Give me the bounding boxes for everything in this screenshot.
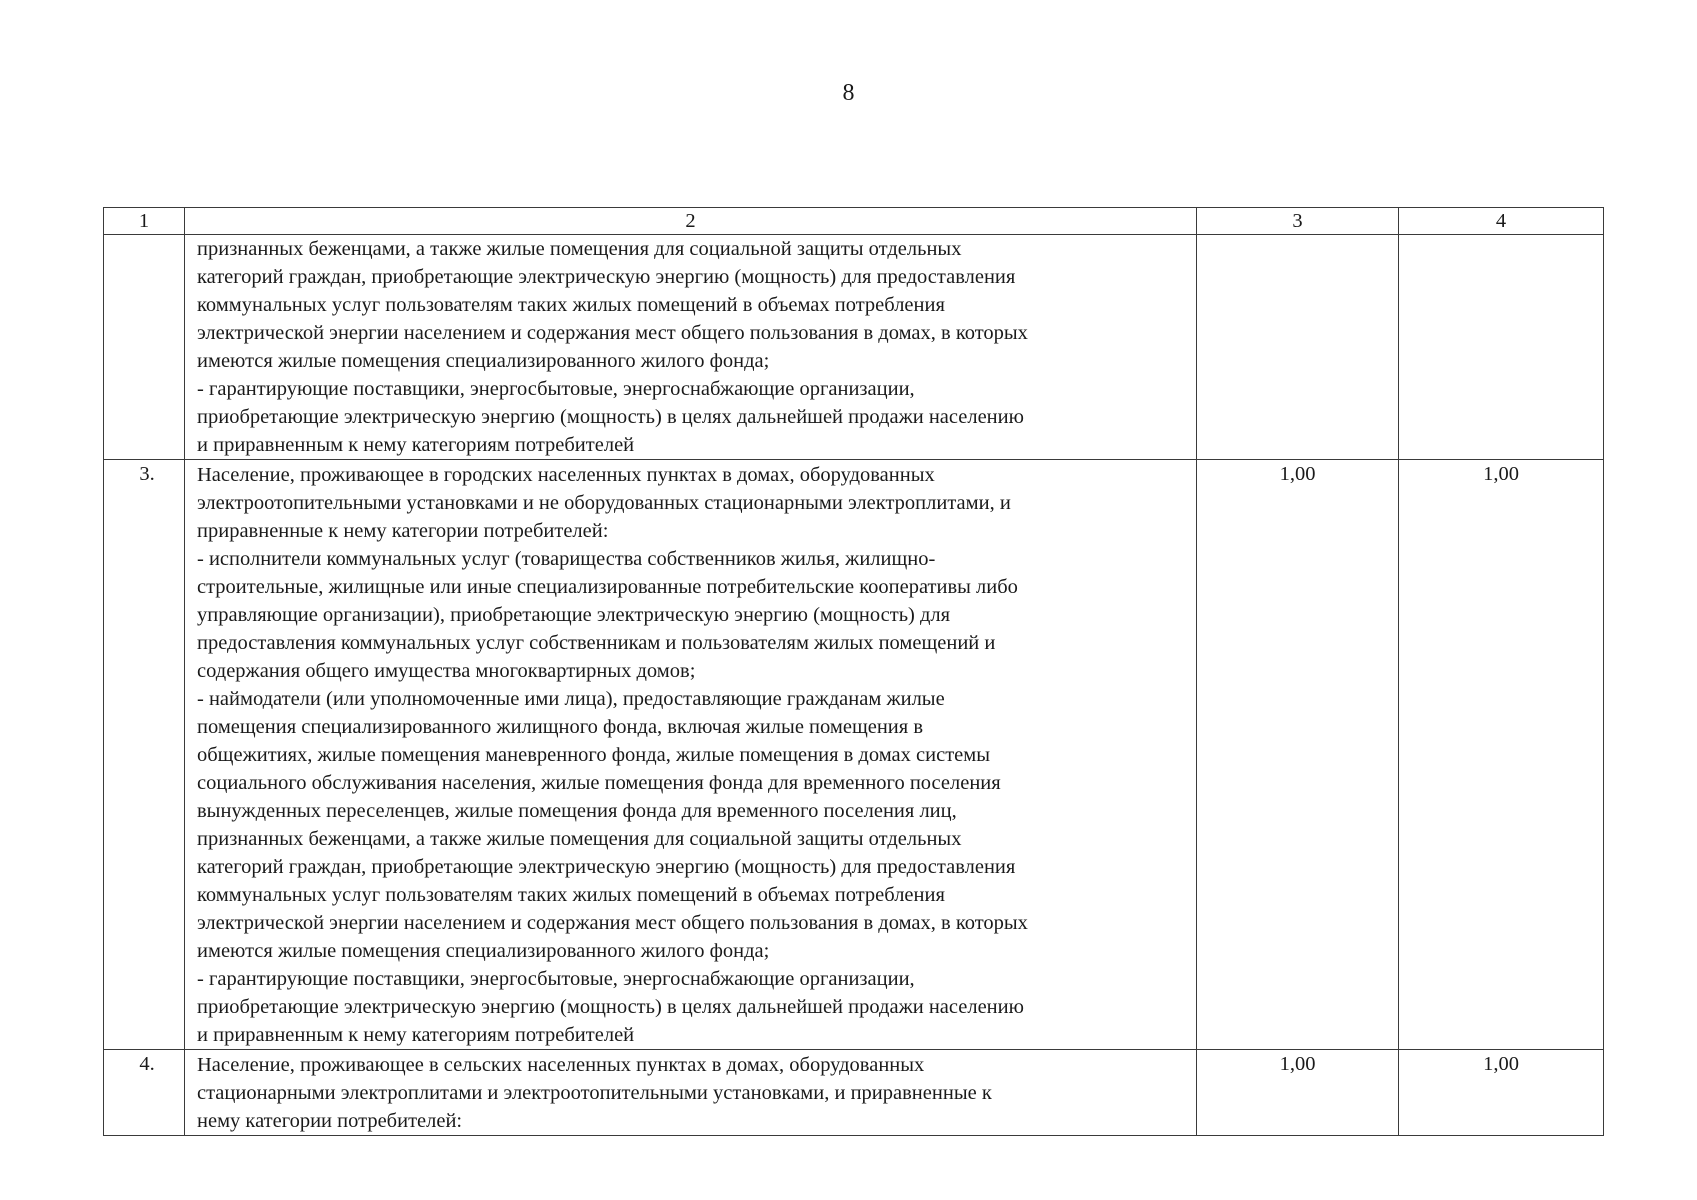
description-line: электроотопительными установками и не оборудованных стационарными электроплитами, и: [197, 492, 1011, 514]
description-line: имеются жилые помещения специализированного жилого фонда;: [197, 940, 770, 962]
description-line: помещения специализированного жилищного фонда, включая жилые помещения в: [197, 716, 923, 738]
row-description-cell: [185, 460, 1197, 1050]
description-line: нему категории потребителей:: [197, 1110, 463, 1132]
row-number-cell: 4.: [104, 1050, 185, 1136]
header-cell-4: 4: [1399, 208, 1604, 235]
column-4-value: [1399, 235, 1604, 460]
description-line: - исполнители коммунальных услуг (товарищества собственников жилья, жилищно-: [197, 548, 936, 570]
description-line: электрической энергии населением и содержания мест общего пользования в домах, в которых: [197, 322, 1028, 344]
description-line: - гарантирующие поставщики, энергосбытовые, энергоснабжающие организации,: [197, 968, 915, 990]
row-description-cell: [185, 1050, 1197, 1136]
row-description-cell: [185, 235, 1197, 460]
description-line: и приравненным к нему категориям потребителей: [197, 434, 635, 456]
description-line: признанных беженцами, а также жилые помещения для социальной защиты отдельных: [197, 828, 962, 850]
description-line: строительные, жилищные или иные специализированные потребительские кооперативы либо: [197, 576, 1018, 598]
description-line: Население, проживающее в городских населенных пунктах в домах, оборудованных: [197, 464, 935, 486]
description-line: - наймодатели (или уполномоченные ими лица), предоставляющие гражданам жилые: [197, 688, 945, 710]
row-number-cell: 3.: [104, 460, 185, 1050]
description-line: категорий граждан, приобретающие электрическую энергию (мощность) для предоставления: [197, 856, 1016, 878]
table-header-row: [104, 208, 1604, 235]
header-cell-2: 2: [185, 208, 1197, 235]
header-cell-1: 1: [104, 208, 185, 235]
table-row: [104, 235, 1604, 460]
description-line: управляющие организации), приобретающие электрическую энергию (мощность) для: [197, 604, 951, 626]
description-line: электрической энергии населением и содержания мест общего пользования в домах, в которых: [197, 912, 1028, 934]
column-3-value: [1197, 235, 1399, 460]
header-cell-3: 3: [1197, 208, 1399, 235]
row-number-cell: [104, 235, 185, 460]
description-line: приобретающие электрическую энергию (мощность) в целях дальнейшей продажи населению: [197, 996, 1024, 1018]
description-line: приравненные к нему категории потребителей:: [197, 520, 609, 542]
description-line: предоставления коммунальных услуг собственникам и пользователям жилых помещений и: [197, 632, 996, 654]
column-4-value: 1,00: [1399, 1050, 1604, 1136]
table-row: [104, 1050, 1604, 1136]
page-number: 8: [842, 80, 855, 106]
description-line: Население, проживающее в сельских населенных пунктах в домах, оборудованных: [197, 1054, 925, 1076]
description-line: имеются жилые помещения специализированного жилого фонда;: [197, 350, 770, 372]
description-line: признанных беженцами, а также жилые помещения для социальной защиты отдельных: [197, 238, 962, 260]
description-line: - гарантирующие поставщики, энергосбытовые, энергоснабжающие организации,: [197, 378, 915, 400]
description-line: социального обслуживания населения, жилые помещения фонда для временного поселения: [197, 772, 1001, 794]
description-line: коммунальных услуг пользователям таких жилых помещений в объемах потребления: [197, 884, 945, 906]
tariff-table: [103, 207, 1604, 1136]
description-line: и приравненным к нему категориям потребителей: [197, 1024, 635, 1046]
description-line: стационарными электроплитами и электроотопительными установками, и приравненные к: [197, 1082, 992, 1104]
table-row: [104, 460, 1604, 1050]
description-line: категорий граждан, приобретающие электрическую энергию (мощность) для предоставления: [197, 266, 1016, 288]
column-3-value: 1,00: [1197, 1050, 1399, 1136]
description-line: коммунальных услуг пользователям таких жилых помещений в объемах потребления: [197, 294, 945, 316]
column-4-value: 1,00: [1399, 460, 1604, 1050]
column-3-value: 1,00: [1197, 460, 1399, 1050]
description-line: вынужденных переселенцев, жилые помещения фонда для временного поселения лиц,: [197, 800, 957, 822]
description-line: приобретающие электрическую энергию (мощность) в целях дальнейшей продажи населению: [197, 406, 1024, 428]
description-line: общежитиях, жилые помещения маневренного фонда, жилые помещения в домах системы: [197, 744, 990, 766]
description-line: содержания общего имущества многоквартирных домов;: [197, 660, 696, 682]
